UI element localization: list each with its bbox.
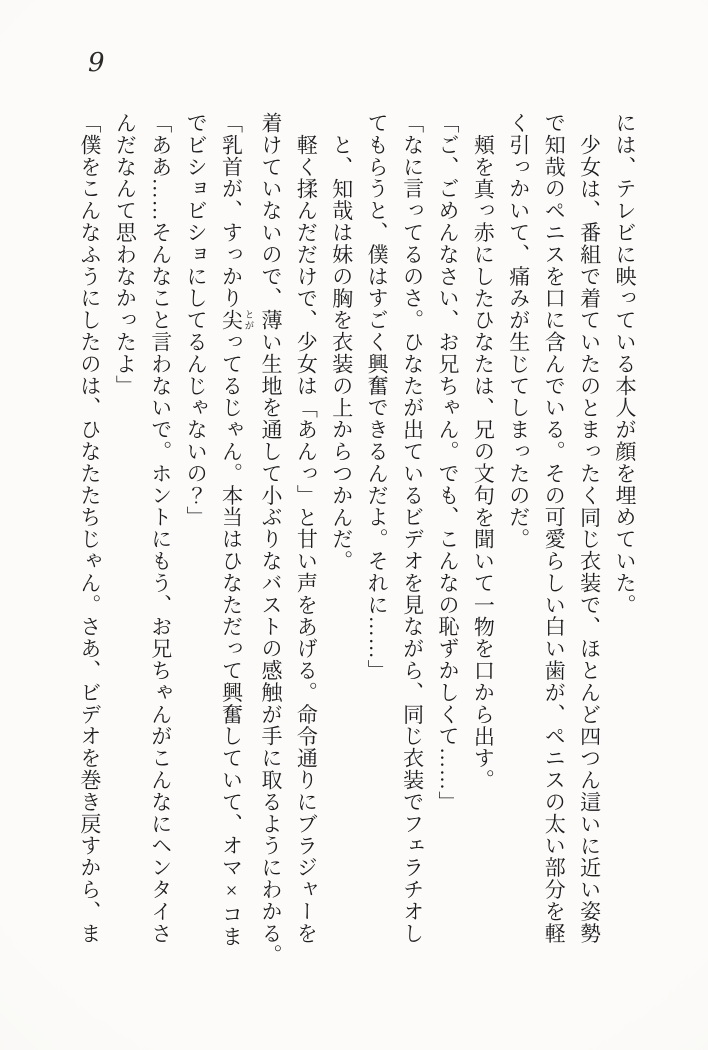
- text-column: 「なに言ってるのさ。ひなたが出ているビデオを見ながら、同じ衣装でフェラチオし: [400, 112, 425, 945]
- text-column: く引っかいて、痛みが生じてしまったのだ。: [506, 112, 531, 550]
- text-column: 軽く揉んだだけで、少女は「あんっ」と甘い声をあげる。命令通りにブラジャーを: [294, 133, 319, 945]
- text-column: で知哉のペニスを口に含んでいる。その可愛らしい白い歯が、ペニスの太い部分を軽: [542, 112, 567, 945]
- text-column: でビショビショにしてるんじゃないの？」: [184, 112, 209, 529]
- text-column: んだなんて思わなかったよ」: [113, 112, 138, 397]
- text-column: には、テレビに映っている本人が顔を埋めていた。: [613, 112, 637, 616]
- text-column: 「僕をこんなふうにしたのは、ひなたたちじゃん。さあ、ビデオを巻き戻すから、ま: [77, 112, 102, 945]
- text-column: 頬を真っ赤にしたひなたは、兄の文句を聞いて一物を口から出す。: [471, 133, 496, 791]
- text-column: てもらうと、僕はすごく興奮できるんだよ。それに……」: [365, 112, 390, 682]
- vertical-text-block: [72, 112, 643, 967]
- text-column: 着けていないので、薄い生地を通して小ぶりなバストの感触が手に取るようにわかる。: [258, 112, 283, 967]
- furigana-annotated-char: 尖 とが: [219, 309, 253, 332]
- text-column: 「乳首が、すっかり尖 とがってるじゃん。本当はひなただって興奮していて、オマ×コま: [219, 112, 253, 948]
- text-column: 「ご、ごめんなさい、お兄ちゃん。でも、こんなの恥ずかしくて……」: [435, 112, 460, 813]
- text-column: と、知哉は妹の胸を衣装の上からつかんだ。: [329, 133, 354, 572]
- text-column: 少女は、番組で着ていたのとまったく同じ衣装で、ほとんど四つん這いに近い姿勢: [577, 133, 602, 945]
- page-number: 9: [88, 48, 105, 78]
- text-column: 「ああ……そんなこと言わないで。ホントにもう、お兄ちゃんがこんなにヘンタイさ: [148, 112, 173, 945]
